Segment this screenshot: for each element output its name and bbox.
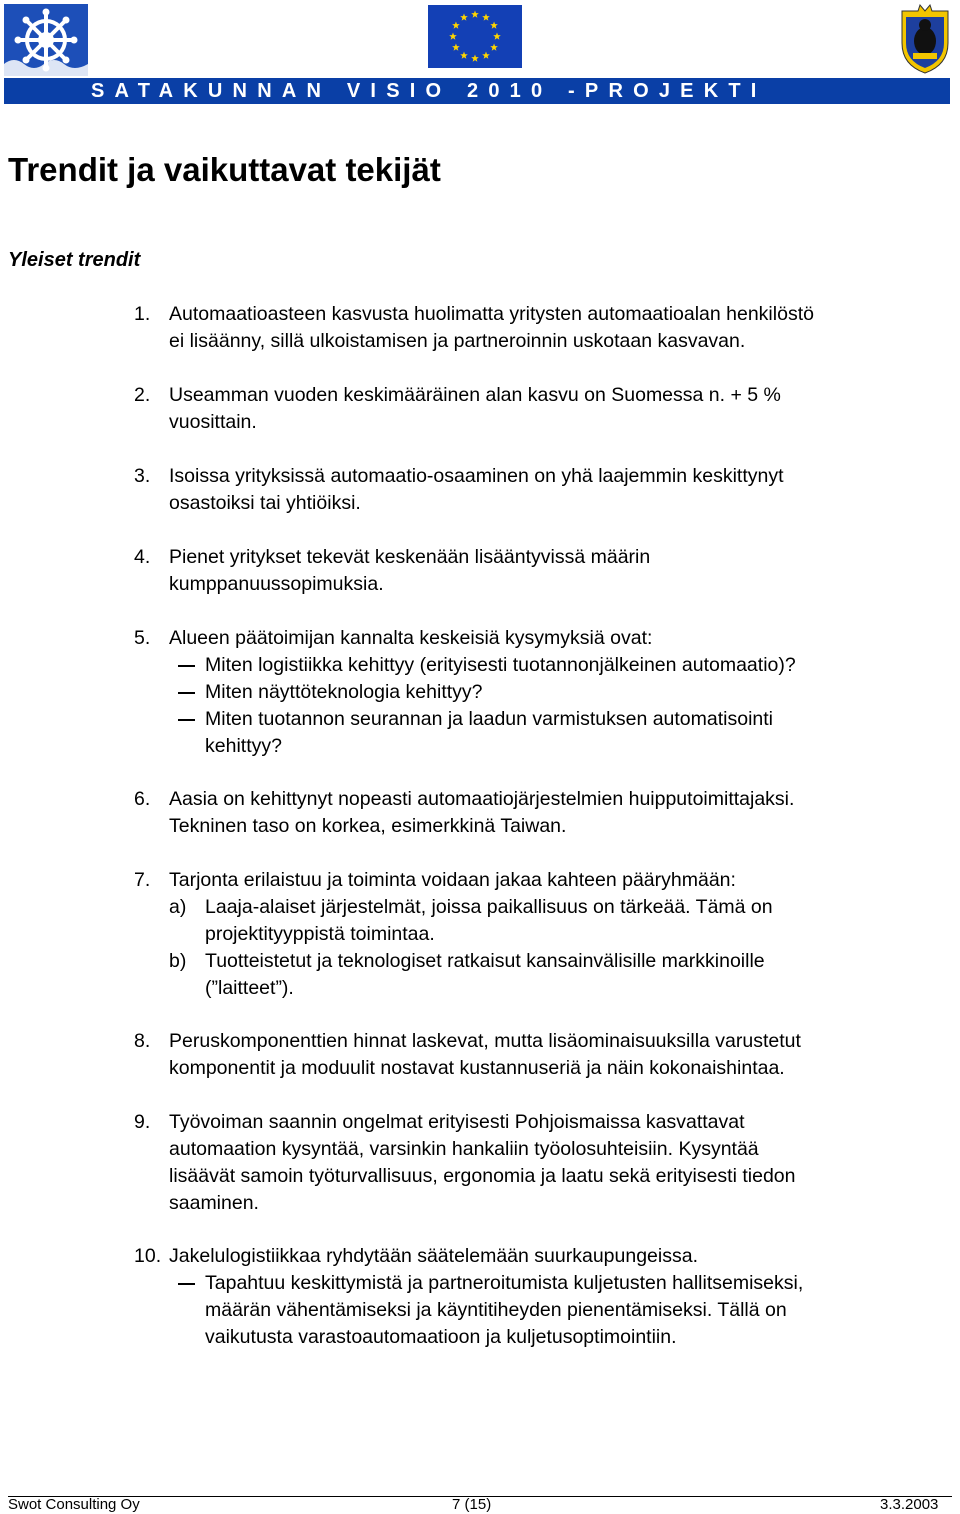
section-subtitle: Yleiset trendit xyxy=(8,249,141,271)
list-item-text: Alueen päätoimijan kannalta keskeisiä kysymyksiä ovat: xyxy=(169,627,653,649)
ship-wheel-emblem-icon xyxy=(4,4,88,76)
list-item-text: Tekninen taso on korkea, esimerkkinä Taiwan. xyxy=(169,815,567,837)
sub-bullet xyxy=(169,679,949,706)
dash-bullet-icon xyxy=(178,719,195,721)
sub-bullet-text: määrän vähentämiseksi ja käyntitiheyden pienentämiseksi. Tällä on xyxy=(205,1299,787,1321)
list-item-number: 6. xyxy=(134,788,151,810)
list-item-text: automaation kysyntää, varsinkin hankaliin työolosuhteisiin. Kysyntää xyxy=(169,1138,759,1160)
list-item-number: 10. xyxy=(134,1245,162,1267)
eu-flag-icon xyxy=(428,5,522,68)
subitem-text: (”laitteet”). xyxy=(205,977,294,999)
sub-bullet-text: Miten näyttöteknologia kehittyy? xyxy=(205,681,483,703)
dash-bullet-icon xyxy=(178,1283,195,1285)
footer-date: 3.3.2003 xyxy=(880,1496,939,1513)
list-item-text: Tarjonta erilaistuu ja toiminta voidaan jakaa kahteen pääryhmään: xyxy=(169,869,736,891)
banner-text: SATAKUNNAN VISIO 2010 -PROJEKTI xyxy=(91,80,767,102)
list-item-number: 7. xyxy=(134,869,151,891)
list-item-text: ei lisäänny, sillä ulkoistamisen ja partneroinnin uskotaan kasvavan. xyxy=(169,330,746,352)
list-item-text: komponentit ja moduulit nostavat kustannuseriä ja näin kokonaishintaa. xyxy=(169,1057,785,1079)
subitem-letter: b) xyxy=(169,950,187,972)
lettered-subitem xyxy=(169,894,949,948)
project-banner xyxy=(4,78,950,104)
list-item-text: Peruskomponenttien hinnat laskevat, mutta lisäominaisuuksilla varustetut xyxy=(169,1030,801,1052)
list-item-text: Jakelulogistiikkaa ryhdytään säätelemään suurkaupungeissa. xyxy=(169,1245,698,1267)
sub-bullet-text: vaikutusta varastoautomaatioon ja kuljetusoptimointiin. xyxy=(205,1326,677,1348)
list-item-number: 8. xyxy=(134,1030,151,1052)
sub-bullet-text: Miten tuotannon seurannan ja laadun varmistuksen automatisointi xyxy=(205,708,774,730)
list-item-text: Pienet yritykset tekevät keskenään lisääntyvissä määrin xyxy=(169,546,651,568)
header-logos xyxy=(0,0,960,102)
sub-bullet-text: Miten logistiikka kehittyy (erityisesti tuotannonjälkeinen automaatio)? xyxy=(205,654,796,676)
list-item-text: Työvoiman saannin ongelmat erityisesti Pohjoismaissa kasvattavat xyxy=(169,1111,745,1133)
list-item-text: kumppanuussopimuksia. xyxy=(169,573,384,595)
coat-of-arms-icon xyxy=(898,3,952,75)
dash-bullet-icon xyxy=(178,692,195,694)
sub-bullet xyxy=(169,1270,949,1351)
page-title: Trendit ja vaikuttavat tekijät xyxy=(8,151,441,188)
list-item-number: 2. xyxy=(134,384,151,406)
list-item-text: saaminen. xyxy=(169,1192,259,1214)
list-item-text: Useamman vuoden keskimääräinen alan kasvu on Suomessa n. + 5 % xyxy=(169,384,781,406)
list-item-number: 1. xyxy=(134,303,151,325)
list-item-text: Automaatioasteen kasvusta huolimatta yritysten automaatioalan henkilöstö xyxy=(169,303,814,325)
lettered-subitem xyxy=(169,948,949,1002)
list-item-text: vuosittain. xyxy=(169,411,257,433)
list-item-number: 5. xyxy=(134,627,151,649)
subitem-letter: a) xyxy=(169,896,187,918)
subitem-text: Tuotteistetut ja teknologiset ratkaisut kansainvälisille markkinoille xyxy=(205,950,765,972)
list-item-number: 3. xyxy=(134,465,151,487)
footer-page-number: 7 (15) xyxy=(452,1496,492,1513)
list-item-text: Isoissa yrityksissä automaatio-osaaminen on yhä laajemmin keskittynyt xyxy=(169,465,784,487)
list-item-text: osastoiksi tai yhtiöiksi. xyxy=(169,492,361,514)
sub-bullet-text: Tapahtuu keskittymistä ja partneroitumista kuljetusten hallitsemiseksi, xyxy=(205,1272,804,1294)
subitem-text: Laaja-alaiset järjestelmät, joissa paikallisuus on tärkeää. Tämä on xyxy=(205,896,773,918)
list-item-text: Aasia on kehittynyt nopeasti automaatiojärjestelmien huipputoimittajaksi. xyxy=(169,788,795,810)
list-item-number: 9. xyxy=(134,1111,151,1133)
sub-bullet xyxy=(169,706,949,760)
list-item-number: 4. xyxy=(134,546,151,568)
footer-company: Swot Consulting Oy xyxy=(8,1496,140,1513)
sub-bullet xyxy=(169,652,949,679)
dash-bullet-icon xyxy=(178,665,195,667)
subitem-text: projektityyppistä toimintaa. xyxy=(205,923,435,945)
sub-bullet-text: kehittyy? xyxy=(205,735,282,757)
list-item-text: lisäävät samoin työturvallisuus, ergonomia ja laatu sekä erityisesti tiedon xyxy=(169,1165,796,1187)
